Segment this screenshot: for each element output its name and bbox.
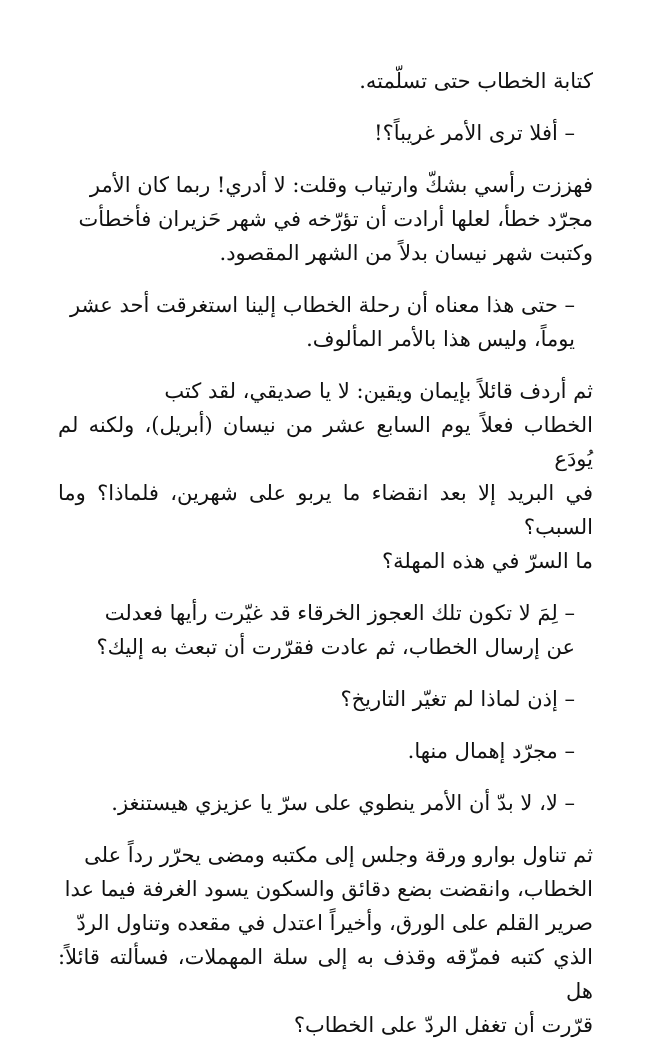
text-line: في البريد إلا بعد انقضاء ما يربو على شهرين، فلماذا؟ وما السبب؟: [58, 481, 593, 539]
paragraph-dialog: [58, 288, 593, 356]
text-line: وكتبت شهر نيسان بدلاً من الشهر المقصود.: [219, 241, 593, 265]
paragraph-dialog: [58, 116, 593, 150]
paragraph-dialog: [58, 596, 593, 664]
text-line: ما السرّ في هذه المهلة؟: [382, 549, 593, 573]
text-line: ثم تناول بوارو ورقة وجلس إلى مكتبه ومضى يحرّر رداً على: [84, 843, 593, 867]
paragraph-dialog: [58, 682, 593, 716]
paragraph-dialog: [58, 786, 593, 820]
text-line: الذي كتبه فمزّقه وقذف به إلى سلة المهملات، فسألته قائلاً: هل: [58, 945, 593, 1003]
paragraph-narrative: [58, 64, 593, 98]
text-line: – لا، لا بدّ أن الأمر ينطوي على سرّ يا عزيزي هيستنغز.: [111, 791, 575, 815]
paragraph-dialog: [58, 734, 593, 768]
text-line: الخطاب فعلاً يوم السابع عشر من نيسان (أبريل)، ولكنه لم يُودَع: [58, 413, 593, 471]
text-line: عن إرسال الخطاب، ثم عادت فقرّرت أن تبعث به إليك؟: [96, 635, 575, 659]
paragraph-narrative: [58, 838, 593, 1042]
text-line: – أفلا ترى الأمر غريباً؟!: [374, 121, 575, 145]
text-line: – مجرّد إهمال منها.: [407, 739, 575, 763]
text-line: فهززت رأسي بشكّ وارتياب وقلت: لا أدري! ربما كان الأمر: [89, 173, 593, 197]
text-line: كتابة الخطاب حتى تسلّمته.: [359, 69, 593, 93]
paragraph-narrative: [58, 374, 593, 578]
text-line: – إذن لماذا لم تغيّر التاريخ؟: [340, 687, 575, 711]
text-line: ثم أردف قائلاً بإيمان ويقين: لا يا صديقي، لقد كتب: [164, 379, 593, 403]
paragraph-narrative: [58, 168, 593, 270]
text-line: صرير القلم على الورق، وأخيراً اعتدل في مقعده وتناول الردّ: [76, 911, 593, 935]
text-line: الخطاب، وانقضت بضع دقائق والسكون يسود الغرفة فيما عدا: [64, 877, 593, 901]
text-line: مجرّد خطأ، لعلها أرادت أن تؤرّخه في شهر حَزيران فأخطأت: [78, 207, 593, 231]
text-line: – لِمَ لا تكون تلك العجوز الخرقاء قد غيّرت رأيها فعدلت: [104, 601, 575, 625]
text-line: قرّرت أن تغفل الردّ على الخطاب؟: [293, 1013, 593, 1037]
text-line: يوماً، وليس هذا بالأمر المألوف.: [306, 327, 575, 351]
text-line: – حتى هذا معناه أن رحلة الخطاب إلينا استغرقت أحد عشر: [69, 293, 575, 317]
